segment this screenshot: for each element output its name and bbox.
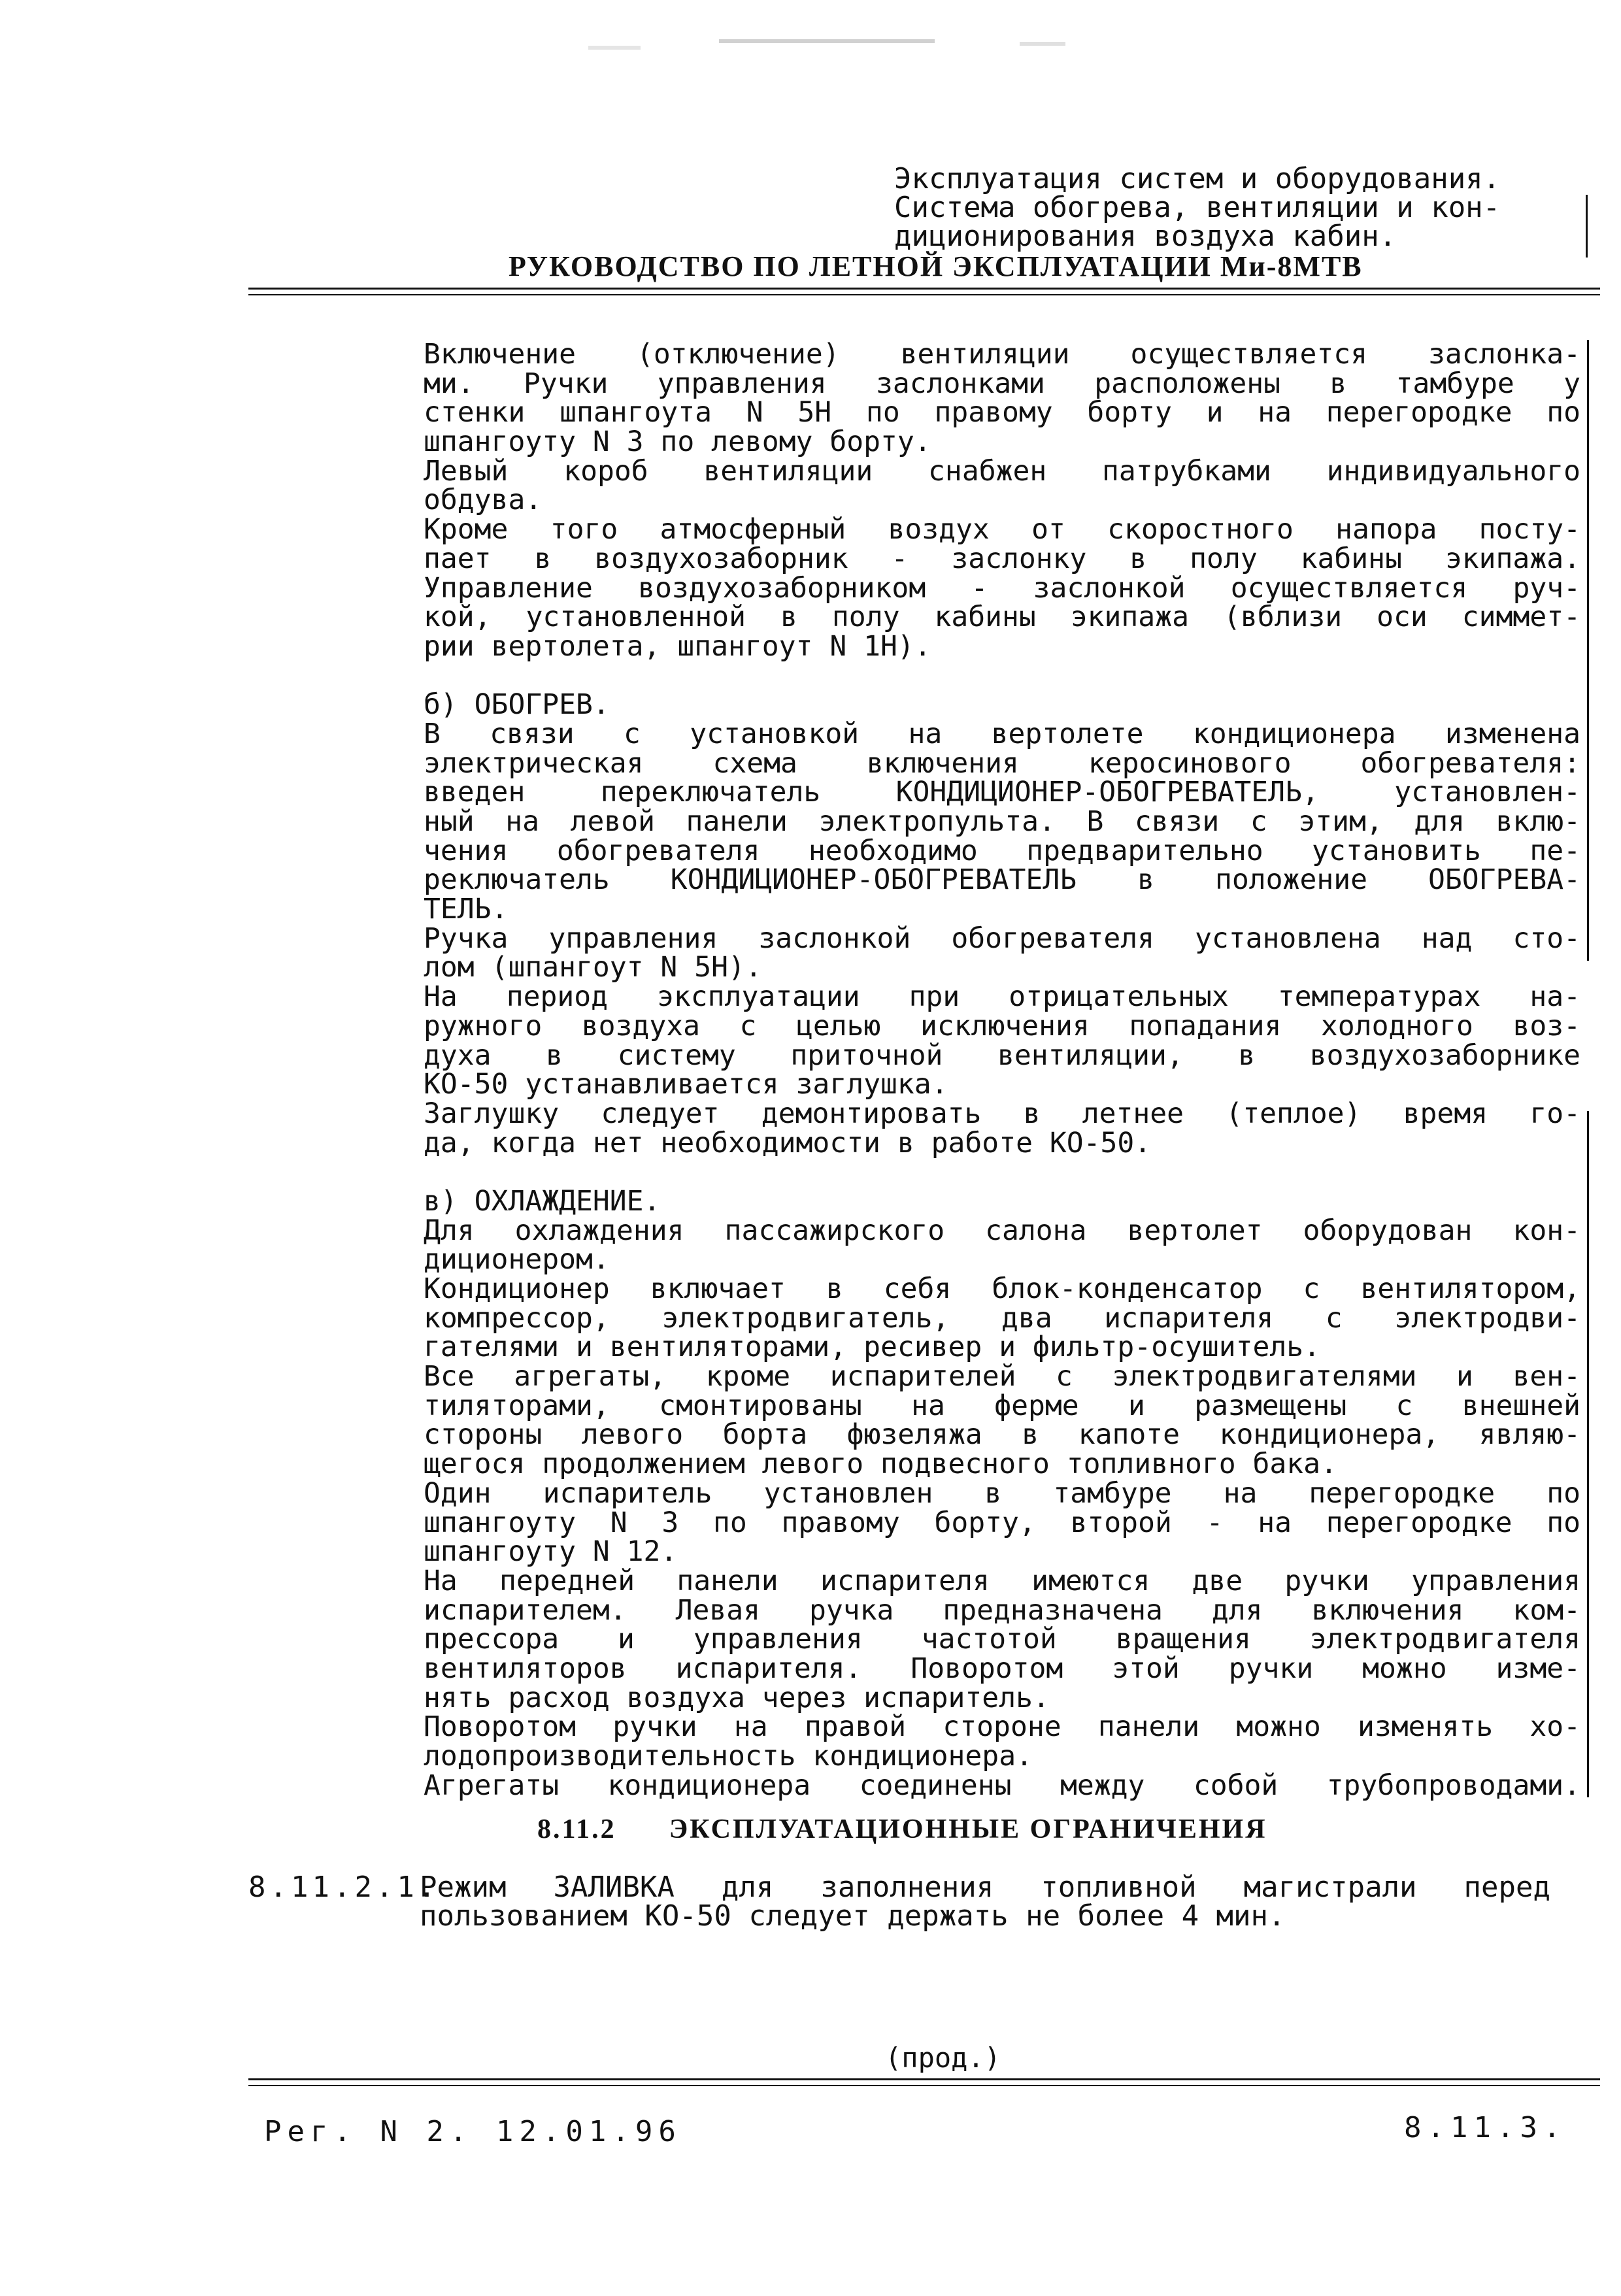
text-line: стороны левого борта фюзеляжа в капоте кондиционера, являю- bbox=[424, 1418, 1580, 1452]
body-text bbox=[424, 340, 1580, 1800]
text-line: гателями и вентиляторами, ресивер и фильтр-осушитель. bbox=[424, 1331, 1321, 1364]
text-line: Агрегаты кондиционера соединены между собой трубопроводами. bbox=[424, 1769, 1580, 1802]
text-line: нять расход воздуха через испаритель. bbox=[424, 1681, 1050, 1714]
scan-artifact bbox=[1020, 42, 1065, 46]
text-line: ТЕЛЬ. bbox=[424, 893, 509, 926]
text-line: В связи с установкой на вертолете кондиционера изменена bbox=[424, 717, 1580, 750]
text-line: электрическая схема включения керосинового обогревателя: bbox=[424, 746, 1580, 780]
text-line: духа в систему приточной вентиляции, в воздухозаборнике bbox=[424, 1039, 1580, 1072]
text-line: шпангоуту N 12. bbox=[424, 1535, 678, 1569]
text-line: Включение (отключение) вентиляции осуществляется заслонка- bbox=[424, 338, 1580, 371]
text-line: Кондиционер включает в себя блок-конденсатор с вентилятором, bbox=[424, 1273, 1580, 1305]
change-bar bbox=[1586, 195, 1588, 258]
text-line: лом (шпангоут N 5Н). bbox=[424, 951, 762, 984]
text-line: пользованием КО-50 следует держать не более 4 мин. bbox=[420, 1899, 1286, 1933]
text-line: компрессор, электродвигатель, два испарителя с электродви- bbox=[424, 1301, 1580, 1335]
text-line: введен переключатель КОНДИЦИОНЕР-ОБОГРЕВАТЕЛЬ, установлен- bbox=[424, 776, 1580, 809]
text-line: шпангоуту N 3 по левому борту. bbox=[424, 425, 931, 459]
page-number: 8.11.3. bbox=[1404, 2111, 1567, 2144]
header-subtitle-line: Эксплуатация систем и оборудования. bbox=[894, 162, 1501, 195]
item-number: 8.11.2.1. bbox=[248, 1871, 440, 1904]
header-rule bbox=[248, 288, 1600, 290]
scan-artifact bbox=[719, 39, 935, 43]
text-line: лодопроизводительность кондиционера. bbox=[424, 1740, 1033, 1772]
text-line: прессора и управления частотой вращения электродвигателя bbox=[424, 1623, 1580, 1656]
text-line: шпангоуту N 3 по правому борту, второй - на перегородке по bbox=[424, 1506, 1580, 1539]
scan-artifact bbox=[588, 46, 641, 50]
text-line: Один испаритель установлен в тамбуре на перегородке по bbox=[424, 1476, 1580, 1510]
change-bar bbox=[1587, 1111, 1589, 1797]
document-title: РУКОВОДСТВО ПО ЛЕТНОЙ ЭКСПЛУАТАЦИИ Ми-8МТВ bbox=[509, 250, 1363, 282]
paragraph-cooling bbox=[424, 1184, 1580, 1802]
text-line: Ручка управления заслонкой обогревателя установлена над сто- bbox=[424, 922, 1580, 955]
text-line: Левый короб вентиляции снабжен патрубками индивидуального bbox=[424, 454, 1580, 488]
text-line: стенки шпангоута N 5Н по правому борту и на перегородке по bbox=[424, 396, 1580, 429]
text-line: Заглушку следует демонтировать в летнее (теплое) время го- bbox=[424, 1097, 1580, 1130]
text-line: Поворотом ручки на правой стороне панели можно изменять хо- bbox=[424, 1710, 1580, 1744]
text-line: ный на левой панели электропульта. В связи с этим, для вклю- bbox=[424, 805, 1580, 838]
text-line: ружного воздуха с целью исключения попадания холодного воз- bbox=[424, 1009, 1580, 1042]
text-line: На период эксплуатации при отрицательных температурах на- bbox=[424, 980, 1580, 1014]
footer-rule bbox=[248, 2078, 1600, 2080]
section-heading bbox=[537, 1814, 1267, 1845]
text-line: Режим ЗАЛИВКА для заполнения топливной магистрали перед bbox=[420, 1871, 1550, 1904]
text-line: чения обогревателя необходимо предварительно установить пе- bbox=[424, 834, 1580, 867]
text-line: обдува. bbox=[424, 484, 543, 517]
header-rule bbox=[248, 294, 1600, 295]
paragraph-ventilation bbox=[424, 340, 1580, 661]
registration-info: Рег. N 2. 12.01.96 bbox=[264, 2115, 682, 2148]
section-number: 8.11.2 bbox=[537, 1814, 616, 1844]
text-line: да, когда нет необходимости в работе КО-50. bbox=[424, 1126, 1152, 1159]
text-line: кой, установленной в полу кабины экипажа (вблизи оси симмет- bbox=[424, 601, 1580, 634]
text-line: рии вертолета, шпангоут N 1Н). bbox=[424, 629, 931, 663]
text-line: ми. Ручки управления заслонками расположены в тамбуре у bbox=[424, 367, 1580, 400]
text-line: Кроме того атмосферный воздух от скоростного напора посту- bbox=[424, 513, 1580, 546]
header-subtitle bbox=[894, 162, 1580, 253]
footer-rule bbox=[248, 2085, 1600, 2086]
text-line: испарителем. Левая ручка предназначена для включения ком- bbox=[424, 1593, 1580, 1627]
change-bar bbox=[1587, 340, 1589, 961]
text-line: тиляторами, смонтированы на ферме и размещены с внешней bbox=[424, 1389, 1580, 1422]
text-line: На передней панели испарителя имеются две ручки управления bbox=[424, 1564, 1580, 1597]
text-line: Управление воздухозаборником - заслонкой осуществляется руч- bbox=[424, 571, 1580, 605]
text-line: диционером. bbox=[424, 1243, 610, 1276]
text-line: пает в воздухозаборник - заслонку в полу кабины экипажа. bbox=[424, 542, 1580, 575]
text-line: Для охлаждения пассажирского салона вертолет оборудован кон- bbox=[424, 1214, 1580, 1247]
text-line: реключатель КОНДИЦИОНЕР-ОБОГРЕВАТЕЛЬ в положение ОБОГРЕВА- bbox=[424, 863, 1580, 897]
header-subtitle-line: диционирования воздуха кабин. bbox=[894, 220, 1397, 253]
section-title: ЭКСПЛУАТАЦИОННЫЕ ОГРАНИЧЕНИЯ bbox=[669, 1814, 1267, 1844]
header-subtitle-line: Система обогрева, вентиляции и кон- bbox=[894, 191, 1501, 224]
limitation-item bbox=[248, 1873, 1575, 1931]
continuation-note: (прод.) bbox=[885, 2042, 1001, 2074]
subsection-heading: б) ОБОГРЕВ. bbox=[424, 688, 610, 722]
text-line: вентиляторов испарителя. Поворотом этой ручки можно изме- bbox=[424, 1652, 1580, 1685]
paragraph-heating bbox=[424, 690, 1580, 1157]
subsection-heading: в) ОХЛАЖДЕНИЕ. bbox=[424, 1184, 661, 1218]
text-line: КО-50 устанавливается заглушка. bbox=[424, 1068, 948, 1101]
text-line: щегося продолжением левого подвесного топливного бака. bbox=[424, 1448, 1337, 1481]
text-line: Все агрегаты, кроме испарителей с электродвигателями и вен- bbox=[424, 1360, 1580, 1393]
